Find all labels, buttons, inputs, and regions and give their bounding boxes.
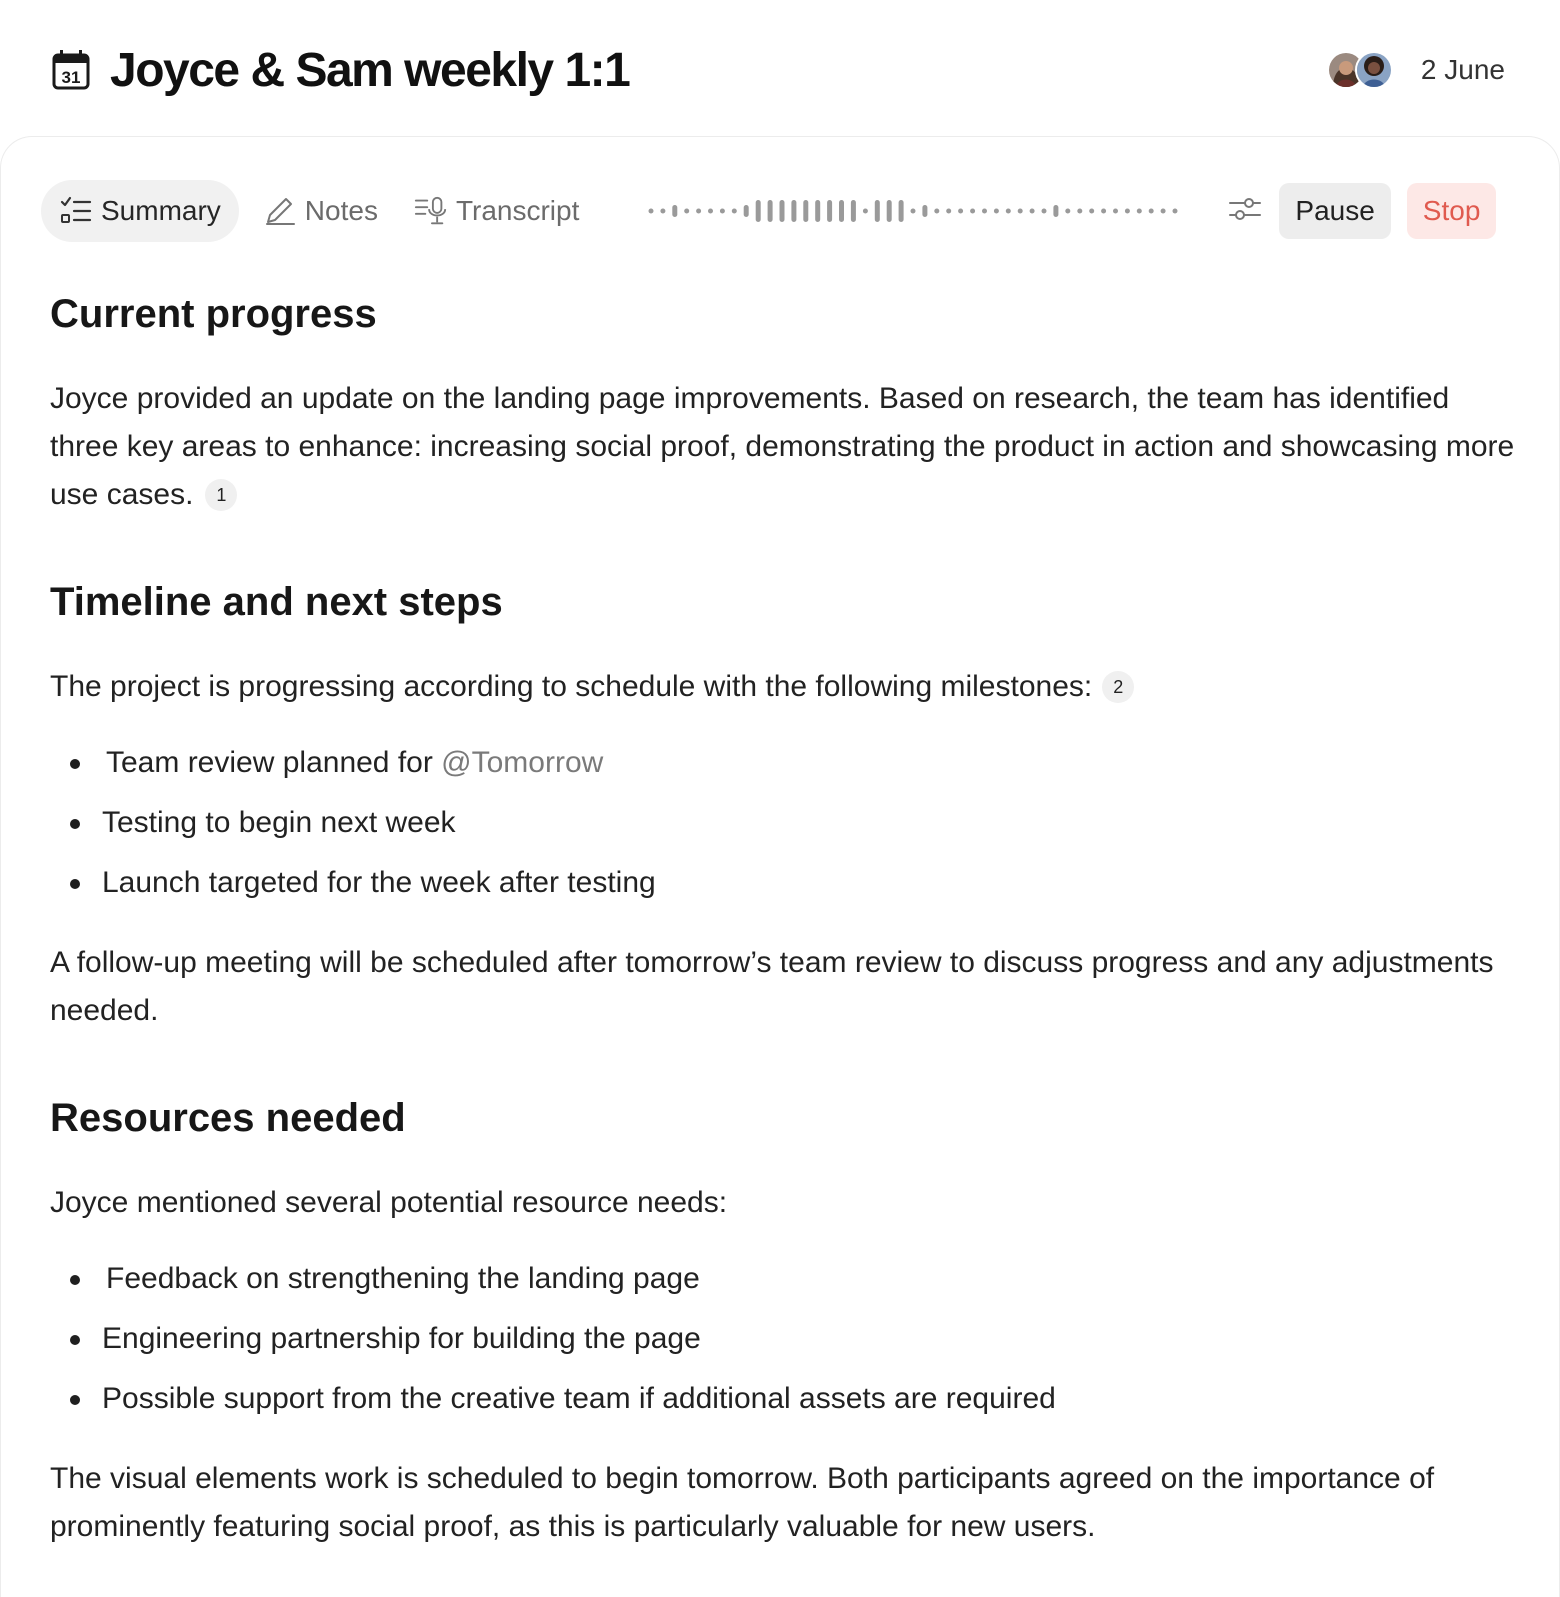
paragraph: Joyce mentioned several potential resource needs: [50, 1186, 728, 1219]
list-item-text: Testing to begin next week [102, 806, 456, 839]
list-item [50, 1249, 1056, 1309]
waveform-bar [1006, 209, 1011, 214]
pause-button[interactable]: Pause [1279, 183, 1390, 239]
waveform-bar [649, 209, 654, 214]
tab-label: Transcript [455, 195, 580, 226]
waveform-bar [935, 209, 940, 214]
settings-button[interactable] [1225, 191, 1265, 231]
waveform-bar [911, 209, 916, 214]
list-item [50, 793, 656, 853]
waveform-bar [696, 209, 701, 214]
paragraph [50, 375, 1520, 519]
list-item-text: Possible support from the creative team if additional assets are required [102, 1382, 1056, 1415]
toolbar [41, 179, 1521, 243]
list-item [50, 1309, 1056, 1369]
pencil-icon [263, 194, 297, 228]
tab-transcript[interactable] [396, 180, 597, 242]
waveform-bar [994, 209, 999, 214]
waveform-bar [875, 200, 880, 222]
waveform-bar [1101, 209, 1106, 214]
waveform-bar [982, 209, 987, 214]
paragraph-text: Joyce provided an update on the landing page improvements. Based on research, the team has identified three key areas to enhance: increasing social proof, demonstrating the product in action and showcasing more use cases. [50, 382, 1515, 511]
waveform-bar [720, 209, 725, 214]
waveform-bar [673, 205, 678, 217]
waveform-bar [958, 209, 963, 214]
waveform-bar [1161, 209, 1166, 214]
waveform-bar [1149, 209, 1154, 214]
waveform-bar [851, 200, 856, 222]
waveform-bar [708, 209, 713, 214]
waveform-bar [887, 200, 892, 222]
svg-text:31: 31 [61, 68, 81, 87]
waveform-bar [1042, 209, 1047, 214]
list-item-text: Feedback on strengthening the landing page [106, 1262, 700, 1295]
list-item [50, 733, 656, 793]
list-item-text: Engineering partnership for building the page [102, 1322, 701, 1355]
checklist-icon [59, 194, 93, 228]
waveform-bar [1066, 209, 1071, 214]
calendar-icon [50, 48, 94, 92]
waveform-bar [1078, 209, 1083, 214]
waveform-bar [1054, 205, 1059, 217]
section-heading: Current progress [50, 292, 377, 336]
waveform-bar [947, 209, 952, 214]
waveform-bar [839, 200, 844, 222]
section-heading: Timeline and next steps [50, 580, 503, 624]
section-heading: Resources needed [50, 1096, 406, 1140]
waveform-bar [1125, 209, 1130, 214]
waveform-bar [804, 200, 809, 222]
waveform-bar [744, 205, 749, 217]
tab-notes[interactable] [245, 180, 396, 242]
paragraph: A follow-up meeting will be scheduled after tomorrow’s team review to discuss progress and any adjustments needed. [50, 946, 1494, 1027]
list-item-text: Team review planned for [106, 746, 442, 779]
paragraph-text: The project is progressing according to schedule with the following milestones: [50, 670, 1093, 703]
waveform-bar [732, 209, 737, 214]
waveform-bar [1173, 209, 1178, 214]
waveform-bar [816, 200, 821, 222]
waveform-bar [827, 200, 832, 222]
list-item [50, 853, 656, 913]
milestone-list [50, 733, 656, 913]
tab-label: Summary [101, 195, 221, 226]
participant-avatars[interactable] [1327, 51, 1393, 89]
avatar[interactable] [1355, 51, 1393, 89]
waveform-bar [1090, 209, 1095, 214]
tab-summary[interactable] [41, 180, 239, 242]
waveform-bar [970, 209, 975, 214]
sliders-icon [1228, 196, 1262, 227]
waveform-bar [1137, 209, 1142, 214]
list-item-text: Launch targeted for the week after testing [102, 866, 656, 899]
waveform-bar [863, 209, 868, 214]
waveform-bar [923, 205, 928, 217]
page-title: Joyce & Sam weekly 1:1 [110, 43, 630, 97]
paragraph: The visual elements work is scheduled to begin tomorrow. Both participants agreed on the importance of prominently featuring social proof, as this is particularly valuable for new users. [50, 1462, 1435, 1543]
citation-badge[interactable]: 2 [1102, 671, 1134, 703]
audio-waveform [645, 191, 1181, 231]
tab-label: Notes [304, 195, 378, 226]
waveform-bar [1030, 209, 1035, 214]
waveform-bar [899, 200, 904, 222]
waveform-bar [1113, 209, 1118, 214]
paragraph [50, 663, 1520, 711]
citation-badge[interactable]: 1 [205, 479, 237, 511]
waveform-bar [780, 200, 785, 222]
list-item [50, 1369, 1056, 1429]
meeting-date: 2 June [1420, 54, 1505, 85]
waveform-bar [792, 200, 797, 222]
waveform-bar [685, 209, 690, 214]
waveform-bar [768, 200, 773, 222]
waveform-bar [1018, 209, 1023, 214]
stop-button[interactable]: Stop [1407, 183, 1497, 239]
page-header [50, 38, 1505, 102]
transcript-mic-icon [414, 194, 448, 228]
waveform-bar [661, 209, 666, 214]
date-mention[interactable]: @Tomorrow [441, 746, 604, 779]
waveform-bar [756, 200, 761, 222]
resource-list [50, 1249, 1056, 1429]
